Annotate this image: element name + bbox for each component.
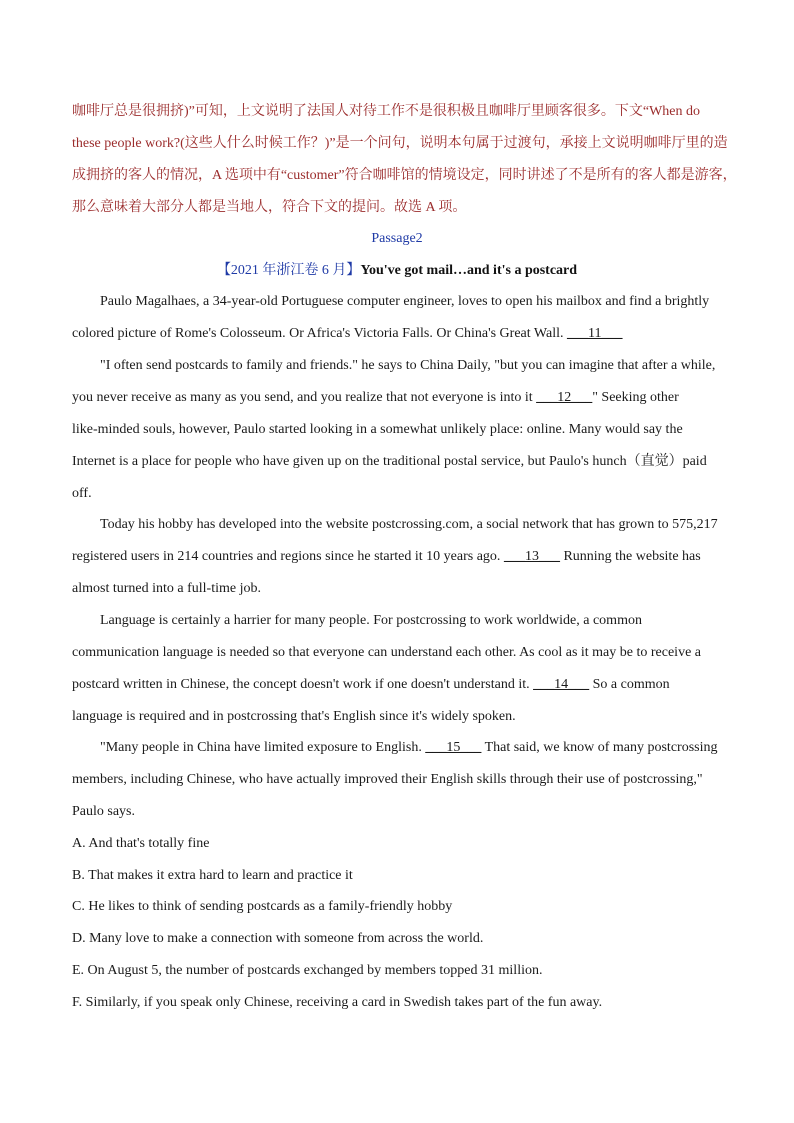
body-line: Paulo Magalhaes, a 34-year-old Portuguese computer engineer, loves to open his mailbox and find a brightly bbox=[100, 294, 710, 309]
option-e: E. On August 5, the number of postcards exchanged by members topped 31 million. bbox=[72, 963, 543, 978]
body-line: Today his hobby has developed into the website postcrossing.com, a social network that has grown to 575,217 bbox=[100, 517, 718, 532]
option-c: C. He likes to think of sending postcards as a family-friendly hobby bbox=[72, 899, 453, 914]
body-line: "Many people in China have limited exposure to English. ___15___ That said, we know of many postcrossing bbox=[100, 740, 718, 755]
explanation-line-4: 那么意味着大部分人都是当地人，符合下文的提问。故选 A 项。 bbox=[72, 200, 467, 215]
body-line: colored picture of Rome's Colosseum. Or Africa's Victoria Falls. Or China's Great Wall. ___11___ bbox=[72, 326, 623, 341]
passage-label: Passage2 bbox=[371, 231, 423, 246]
body-line: language is required and in postcrossing that's English since it's widely spoken. bbox=[72, 709, 516, 724]
explanation-line-1: 咖啡厅总是很拥挤)”可知，上文说明了法国人对待工作不是很积极且咖啡厅里顾客很多。下文“When do bbox=[72, 104, 701, 119]
blank-12: ___12___ bbox=[536, 390, 593, 405]
body-line: postcard written in Chinese, the concept doesn't work if one doesn't understand it. ___14___ So a common bbox=[72, 677, 670, 692]
option-b: B. That makes it extra hard to learn and practice it bbox=[72, 868, 353, 883]
option-a: A. And that's totally fine bbox=[72, 836, 210, 851]
explanation-line-3: 成拥挤的客人的情况，A 选项中有“customer”符合咖啡馆的情境设定，同时讲述了不是所有的客人都是游客， bbox=[72, 168, 737, 183]
blank-14: ___14___ bbox=[533, 677, 590, 692]
blank-13: ___13___ bbox=[503, 549, 560, 564]
passage-source: 【2021 年浙江卷 6 月】 bbox=[216, 263, 361, 278]
body-line: "I often send postcards to family and friends." he says to China Daily, "but you can imagine that after a while, bbox=[100, 358, 716, 373]
body-line: members, including Chinese, who have actually improved their English skills through their use of postcrossing," bbox=[72, 772, 703, 787]
body-line: communication language is needed so that everyone can understand each other. As cool as it may be to receive a bbox=[72, 645, 701, 660]
body-line: Language is certainly a harrier for many people. For postcrossing to work worldwide, a common bbox=[100, 613, 642, 628]
body-line: almost turned into a full-time job. bbox=[72, 581, 261, 596]
passage-title: You've got mail…and it's a postcard bbox=[360, 263, 578, 278]
option-d: D. Many love to make a connection with someone from across the world. bbox=[72, 931, 484, 946]
blank-15: ___15___ bbox=[425, 740, 482, 755]
explanation-line-2: these people work?(这些人什么时候工作？)”是一个问句，说明本句属于过渡句，承接上文说明咖啡厅里的造 bbox=[72, 136, 728, 151]
body-line: like-minded souls, however, Paulo started looking in a somewhat unlikely place: online. Many would say the bbox=[72, 422, 683, 437]
option-f: F. Similarly, if you speak only Chinese, receiving a card in Swedish takes part of the fun away. bbox=[72, 995, 603, 1010]
body-line: you never receive as many as you send, and you realize that not everyone is into it ___12___" Seeking other bbox=[72, 390, 679, 405]
body-line: Paulo says. bbox=[72, 804, 135, 819]
passage-heading bbox=[0, 261, 794, 281]
body-line: Internet is a place for people who have given up on the traditional postal service, but Paulo's hunch（直觉）paid bbox=[72, 454, 707, 469]
blank-11: ___11___ bbox=[566, 326, 623, 341]
body-line: off. bbox=[72, 486, 92, 501]
body-line: registered users in 214 countries and regions since he started it 10 years ago. ___13___ Running the website has bbox=[72, 549, 701, 564]
